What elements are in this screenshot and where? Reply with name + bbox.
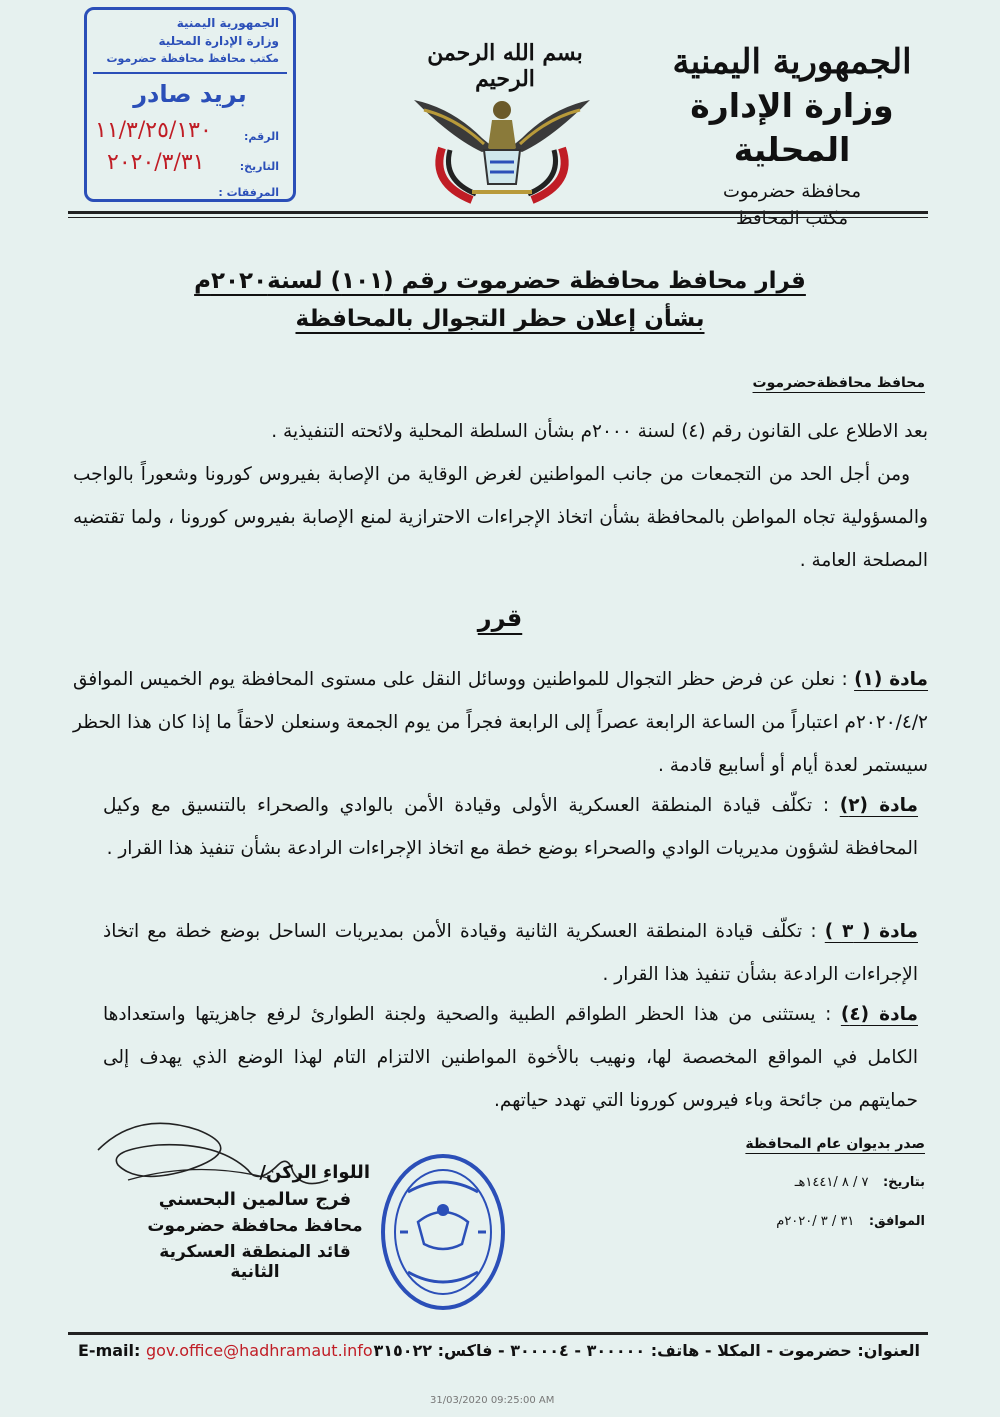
article-4-text: : يستثنى من هذا الحظر الطواقم الطبية والصحية ولجنة الطوارئ لرفع جاهزيتها واستعدادها الكامل في المواقع المخصصة لها، ونهيب بالأخوة المواطنين الالتزام التام لهذا الوضع الذي يهدف إلى حمايتهم من جائحة وباء فيروس كورونا التي تهدد حياتهم. [103,1004,918,1111]
print-timestamp: 31/03/2020 09:25:00 AM [430,1395,555,1406]
article-1-text: : نعلن عن فرض حظر التجوال للمواطنين ووسائل النقل على مستوى المحافظة يوم الخميس الموافق ٢٠٢٠/٤/٢م اعتباراً من الساعة الرابعة عصراً إلى الرابعة فجراً من يوم الجمعة وسنعلن لاحقاً ما إذا كان هذا الحظر سيستمر لعدة أيام أو أسابيع قادمة . [73,669,928,776]
footer-email-block [78,1341,373,1360]
stamp-line-1: الجمهورية اليمنية [176,16,279,30]
hijri-date [795,1175,925,1190]
republic-name: الجمهورية اليمنية [672,42,912,82]
decree-title [80,262,920,338]
issued-at-heading: صدر بديوان عام المحافظة [745,1136,925,1152]
header-rule-thin [68,217,928,218]
outgoing-mail-stamp [84,7,296,202]
article-1 [73,658,928,787]
article-2-label: مادة (٢) [839,795,919,816]
header-rule-thick [68,211,928,214]
signatory-name: فرج سالمين البحسني [158,1189,352,1210]
decision-heading-text: قرر [477,604,523,632]
stamp-attachments-label: المرفقات : [218,186,279,199]
decree-title-line-2: بشأن إعلان حظر التجوال بالمحافظة [295,306,705,332]
stamp-date-label: التاريخ: [239,160,279,173]
stamp-line-3: مكتب محافظ محافظة حضرموت [106,52,279,65]
gregorian-date [776,1214,925,1229]
official-seal-icon [378,1152,508,1312]
signatory-title-1: محافظ محافظة حضرموت [147,1216,363,1236]
signatory-rank: اللواء الركن/ [259,1162,370,1183]
gregorian-date-value: ٣١ / ٣ /٢٠٢٠م [776,1214,855,1229]
article-3-label: مادة ( ٣ ) [824,921,918,942]
footer-rule [68,1332,928,1335]
article-2-text: : تكلّف قيادة المنطقة العسكرية الأولى وقيادة الأمن بالوادي والصحراء بالتنسيق مع وكيل المحافظة لشؤون مديريات الوادي والصحراء بوضع خطة مع اتخاذ الإجراءات الرادعة بشأن تنفيذ هذا القرار . [103,795,918,859]
hijri-date-value: ٧ / ٨ /١٤٤١هـ [794,1175,869,1190]
stamp-date-value: ٢٠٢٠/٣/٣١ [107,150,205,175]
stamp-number-label: الرقم: [244,130,279,143]
basmala: بسم الله الرحمن الرحيم [427,40,583,92]
stamp-number-value: ١١/٣/٢٥/١٣٠ [95,118,212,143]
stamp-line-2: وزارة الإدارة المحلية [158,34,279,48]
decree-title-line-1: قرار محافظ محافظة حضرموت رقم (١٠١) لسنة٢٠٢٠م [194,268,806,294]
hijri-date-label: بتاريخ: [882,1175,925,1190]
letterhead [662,40,922,232]
signatory-title-2: قائد المنطقة العسكرية الثانية [159,1242,351,1282]
office-name: مكتب المحافظ [735,208,849,229]
footer-email-label: E-mail: [78,1341,141,1360]
decision-heading [0,604,1000,632]
article-4-label: مادة (٤) [840,1004,918,1025]
stamp-divider [93,72,287,74]
article-2 [103,784,918,870]
ministry-name: وزارة الإدارة المحلية [690,86,894,169]
footer-address: العنوان: حضرموت - المكلا - هاتف: ٣٠٠٠٠٠ - ٣٠٠٠٠٤ - فاكس: ٣١٥٠٢٢ [373,1341,920,1360]
article-3-text: : تكلّف قيادة المنطقة العسكرية الثانية وقيادة الأمن بمديريات الساحل بوضع خطة مع اتخاذ الإجراءات الرادعة بشأن تنفيذ هذا القرار . [103,921,918,985]
governorate-name: محافظة حضرموت [722,181,862,202]
stamp-title: بريد صادر [133,80,247,108]
paragraph-rationale: ومن أجل الحد من التجمعات من جانب المواطنين لغرض الوقاية من الإصابة بفيروس كورونا وشعوراً بالواجب والمسؤولية تجاه المواطن بالمحافظة بشأن اتخاذ الإجراءات الاحترازية لمنع الإصابة بفيروس كورونا ، ولما تقتضيه المصلحة العامة . [73,464,928,571]
footer-email-link[interactable]: gov.office@hadhramaut.info [145,1341,373,1360]
signature-block [140,1162,370,1282]
addressee: محافظ محافظةحضرموت [752,375,925,391]
article-3 [103,910,918,996]
eagle-emblem-icon [412,88,592,208]
paragraph-legal-basis: بعد الاطلاع على القانون رقم (٤) لسنة ٢٠٠٠م بشأن السلطة المحلية ولائحته التنفيذية . [271,421,928,442]
article-1-label: مادة (١) [854,669,929,690]
gregorian-date-label: الموافق: [868,1214,925,1229]
article-4 [103,993,918,1122]
